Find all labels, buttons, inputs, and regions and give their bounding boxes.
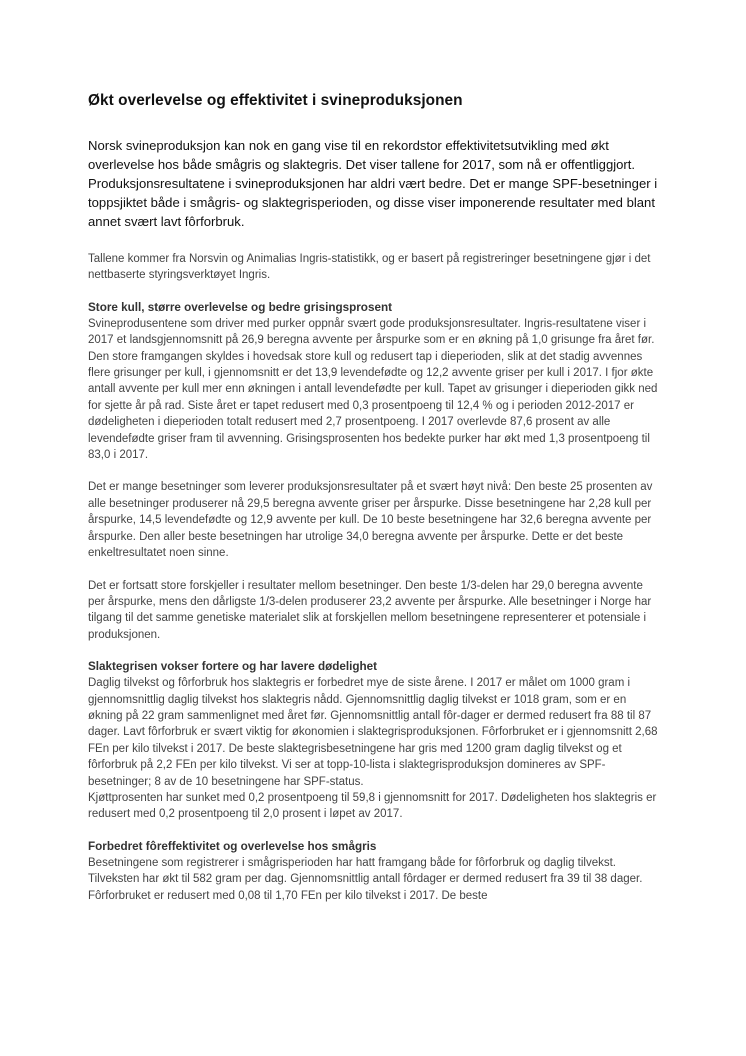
section-piglets	[88, 839, 660, 904]
section-paragraph: Svineprodusentene som driver med purker oppnår svært gode produksjonsresultater. Ingris-resultatene viser i 2017 et landsgjennomsnitt på 26,9 beregna avvente per årspurke som er en økning på 1,0 grisunge fra året før.	[88, 317, 655, 347]
section-finishing-pigs	[88, 659, 660, 823]
section-litter	[88, 300, 660, 464]
section-paragraph: Daglig tilvekst og fôrforbruk hos slaktegris er forbedret mye de siste årene. I 2017 er målet om 1000 gram i gjennomsnittlig daglig tilvekst hos slaktegris nådd. Gjennomsnittlig daglig tilvekst er 1018 gram, som er en økning på 22 gram sammenlignet med året før. Gjennomsnittlig antall fôr-dager er dermed redusert fra 88 til 87 dager. Lavt fôrforbruk er svært viktig for økonomien i slaktegrisproduksjonen. Fôrforbruket er i gjennomsnitt 2,68 FEn per kilo tilvekst i 2017. De beste slaktegrisbesetningene har gris med 1200 gram daglig tilvekst og et fôrforbruk på 2,2 FEn per kilo tilvekst. Vi ser at topp-10-lista i slaktegrisproduksjon domineres av SPF-besetninger; 8 av de 10 besetningene har SPF-status.	[88, 677, 658, 788]
intro-paragraph: Norsk svineproduksjon kan nok en gang vise til en rekordstor effektivitetsutvikling med økt overlevelse hos både smågris og slaktegris. Det viser tallene for 2017, som nå er offentliggjort. Produksjonsresultatene i svineproduksjonen har aldri vært bedre. Det er mange SPF-besetninger i toppsjiktet både i smågris- og slaktegrisperioden, og disse viser imponerende resultater med blant annet svært lavt fôrforbruk.	[88, 138, 658, 229]
section-heading: Store kull, større overlevelse og bedre grisingsprosent	[88, 300, 392, 314]
section-heading: Slaktegrisen vokser fortere og har lavere dødelighet	[88, 660, 378, 674]
section-paragraph: Det er fortsatt store forskjeller i resultater mellom besetninger. Den beste 1/3-delen har 29,0 beregna avvente per årspurke, mens den dårligste 1/3-delen produserer 23,2 avvente per årspurke. Alle besetninger i Norge har tilgang til det samme genetiske materialet slik at forskjellen mellom besetningene representerer et potensiale i produksjonen.	[88, 579, 652, 641]
section-differences	[88, 578, 660, 644]
source-paragraph: Tallene kommer fra Norsvin og Animalias Ingris-statistikk, og er basert på registreringer besetningene gjør i det nettbaserte styringsverktøyet Ingris.	[88, 253, 651, 282]
section-paragraph: Den store framgangen skyldes i hovedsak store kull og redusert tap i dieperioden, slik at det stadig avvennes flere grisunger per kull, i gjennomsnitt er det 13,9 levendefødte og 12,2 avvente griser per kull i 2017. I fjor økte antall avvente per kull mer enn økningen i antall levendefødte per kull. Tapet av grisunger i dieperioden gikk ned for sjette år på rad. Siste året er tapet redusert med 0,3 prosentpoeng til 12,4 % og i perioden 2012-2017 er dødeligheten i dieperioden totalt redusert med 2,7 prosentpoeng. I 2017 overlevde 87,6 prosent av alle levendefødte griser fram til avvenning. Grisingsprosenten hos bedekte purker har økt med 1,3 prosentpoeng til 83,0 i 2017.	[88, 350, 658, 462]
section-paragraph: Det er mange besetninger som leverer produksjonsresultater på et svært høyt nivå: Den beste 25 prosenten av alle besetninger produserer nå 29,5 beregna avvente griser per årspurke. Disse besetningene har 2,28 kull per årspurke, 14,5 levendefødte og 12,9 avvente per kull. De 10 beste besetningene har 32,6 beregna avvente per årspurke. Den aller beste besetningen har utrolige 34,0 beregna avvente per årspurke. Dette er det beste enkeltresultatet noen sinne.	[88, 481, 653, 560]
section-paragraph: Besetningene som registrerer i smågrisperioden har hatt framgang både for fôrforbruk og daglig tilvekst. Tilveksten har økt til 582 gram per dag. Gjennomsnittlig antall fôrdager er dermed redusert fra 39 til 38 dager. Fôrforbruket er redusert med 0,08 til 1,70 FEn per kilo tilvekst i 2017. De beste	[88, 856, 643, 902]
section-paragraph: Kjøttprosenten har sunket med 0,2 prosentpoeng til 59,8 i gjennomsnitt for 2017. Dødeligheten hos slaktegris er redusert med 0,2 prosentpoeng til 2,0 prosent i løpet av 2017.	[88, 791, 657, 821]
source-section	[88, 251, 660, 284]
page-title: Økt overlevelse og effektivitet i svineproduksjonen	[88, 92, 463, 109]
section-heading: Forbedret fôreffektivitet og overlevelse hos smågris	[88, 839, 377, 853]
section-top-herds	[88, 479, 660, 561]
